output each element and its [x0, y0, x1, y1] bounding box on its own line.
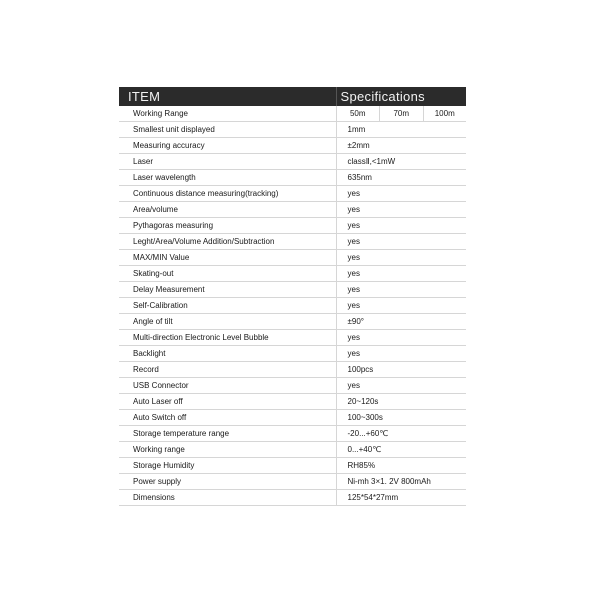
row-label: Multi-direction Electronic Level Bubble: [119, 330, 336, 346]
table-row: [119, 458, 466, 474]
table-row: [119, 186, 466, 202]
row-value: 100~300s: [336, 410, 466, 426]
row-value: ±90°: [336, 314, 466, 330]
table-row: [119, 426, 466, 442]
row-value: 1mm: [336, 122, 466, 138]
row-label: Angle of tilt: [119, 314, 336, 330]
row-value: yes: [336, 298, 466, 314]
row-value: yes: [336, 282, 466, 298]
row-label: Dimensions: [119, 490, 336, 506]
row-value: 20~120s: [336, 394, 466, 410]
row-label: Laser: [119, 154, 336, 170]
table-row: [119, 202, 466, 218]
row-value: Ni-mh 3×1. 2V 800mAh: [336, 474, 466, 490]
row-label: Power supply: [119, 474, 336, 490]
table-row: [119, 490, 466, 506]
row-label: Laser wavelength: [119, 170, 336, 186]
spec-table: [119, 87, 466, 506]
header-specifications: Specifications: [336, 87, 466, 106]
table-row: [119, 474, 466, 490]
table-row: [119, 266, 466, 282]
header-item: ITEM: [119, 87, 336, 106]
row-value: yes: [336, 202, 466, 218]
table-row: [119, 138, 466, 154]
row-value: 0...+40℃: [336, 442, 466, 458]
row-label: Storage temperature range: [119, 426, 336, 442]
table-row: [119, 170, 466, 186]
range-value-70m: 70m: [380, 106, 424, 121]
row-label: Working Range: [119, 106, 336, 122]
row-value: -20...+60℃: [336, 426, 466, 442]
table-row: [119, 362, 466, 378]
table-row: [119, 250, 466, 266]
row-label: Leght/Area/Volume Addition/Subtraction: [119, 234, 336, 250]
table-row: [119, 234, 466, 250]
range-value-100m: 100m: [434, 109, 455, 118]
row-label: Smallest unit displayed: [119, 122, 336, 138]
row-value: yes: [336, 250, 466, 266]
row-label: Auto Laser off: [119, 394, 336, 410]
row-label: USB Connector: [119, 378, 336, 394]
table-row-working-range: [119, 106, 466, 122]
row-label: Continuous distance measuring(tracking): [119, 186, 336, 202]
row-label: Measuring accuracy: [119, 138, 336, 154]
row-value: ±2mm: [336, 138, 466, 154]
row-value: yes: [336, 330, 466, 346]
row-value: 100pcs: [336, 362, 466, 378]
row-label: Pythagoras measuring: [119, 218, 336, 234]
row-value: yes: [336, 186, 466, 202]
table-row: [119, 442, 466, 458]
row-label: Skating-out: [119, 266, 336, 282]
row-value: yes: [336, 378, 466, 394]
table-row: [119, 394, 466, 410]
row-label: MAX/MIN Value: [119, 250, 336, 266]
row-value: 635nm: [336, 170, 466, 186]
row-value: yes: [336, 234, 466, 250]
row-value: RH85%: [336, 458, 466, 474]
table-row: [119, 218, 466, 234]
range-value-50m: 50m: [337, 106, 381, 121]
table-row: [119, 122, 466, 138]
table-row: [119, 378, 466, 394]
row-value: [336, 106, 466, 122]
row-value: classⅡ,<1mW: [336, 154, 466, 170]
row-label: Backlight: [119, 346, 336, 362]
table-row: [119, 282, 466, 298]
table-row: [119, 154, 466, 170]
row-value: 125*54*27mm: [336, 490, 466, 506]
row-label: Working range: [119, 442, 336, 458]
row-value: yes: [336, 218, 466, 234]
table-row: [119, 314, 466, 330]
row-label: Storage Humidity: [119, 458, 336, 474]
table-row: [119, 330, 466, 346]
table-row: [119, 298, 466, 314]
row-label: Delay Measurement: [119, 282, 336, 298]
table-row: [119, 346, 466, 362]
row-value: yes: [336, 266, 466, 282]
row-label: Auto Switch off: [119, 410, 336, 426]
row-label: Record: [119, 362, 336, 378]
row-label: Area/volume: [119, 202, 336, 218]
row-value: yes: [336, 346, 466, 362]
row-label: Self-Calibration: [119, 298, 336, 314]
table-header: [119, 87, 466, 106]
table-row: [119, 410, 466, 426]
